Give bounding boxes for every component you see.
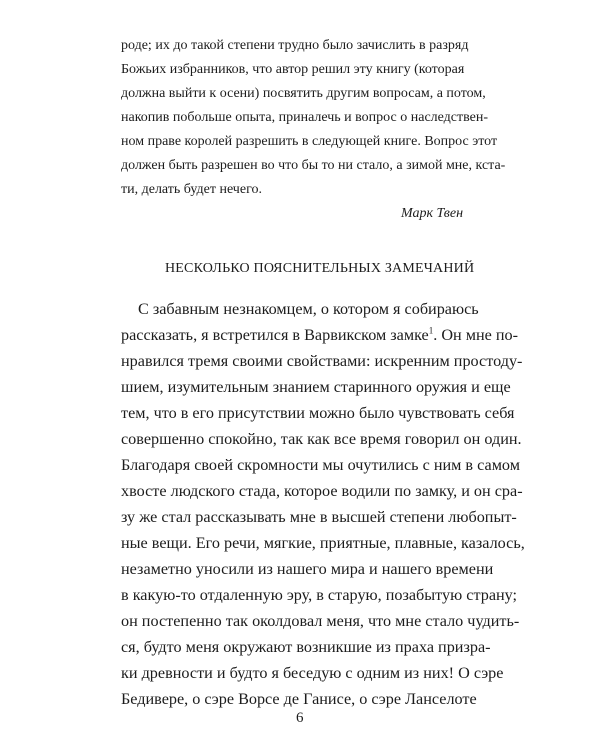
text-line: ные вещи. Его речи, мягкие, приятные, плавные, казалось,	[121, 534, 525, 552]
text-line: С забавным незнакомцем, о котором я собираюсь	[138, 300, 479, 318]
text-line: ти, делать будет нечего.	[121, 182, 262, 197]
text-line: ном праве королей разрешить в следующей книге. Вопрос этот	[121, 134, 498, 149]
page-number: 6	[296, 710, 304, 726]
text-segment: . Он мне по-	[433, 326, 519, 344]
text-line: накопив побольше опыта, приналечь и вопрос о наследствен-	[121, 110, 489, 125]
text-line: роде; их до такой степени трудно было зачислить в разряд	[121, 38, 469, 53]
text-line: незаметно уносили из нашего мира и нашего времени	[121, 560, 494, 578]
text-line: зу же стал рассказывать мне в высшей степени любопыт-	[121, 508, 517, 526]
text-line	[121, 326, 518, 345]
text-line: ки древности и будто я беседую с одним из них! О сэре	[121, 664, 504, 682]
section-title: НЕСКОЛЬКО ПОЯСНИТЕЛЬНЫХ ЗАМЕЧАНИЙ	[165, 261, 475, 276]
text-segment: рассказать, я встретился в Варвикском замке	[121, 326, 429, 344]
signature: Марк Твен	[401, 206, 464, 221]
text-line: он постепенно так околдовал меня, что мне стало чудить-	[121, 612, 520, 630]
text-line: хвосте людского стада, которое водили по замку, и он сра-	[121, 482, 523, 500]
text-line: нравился тремя своими свойствами: искренним простоду-	[121, 352, 523, 370]
text-line: Божьих избранников, что автор решил эту книгу (которая	[121, 62, 465, 77]
text-line: в какую-то отдаленную эру, в старую, позабытую страну;	[121, 586, 518, 604]
text-line: совершенно спокойно, так как все время говорил он один.	[121, 430, 522, 448]
text-line: Благодаря своей скромности мы очутились с ним в самом	[121, 456, 520, 474]
text-line: шием, изумительным знанием старинного оружия и еще	[121, 378, 511, 396]
text-line: тем, что в его присутствии можно было чувствовать себя	[121, 404, 515, 422]
text-line: ся, будто меня окружают возникшие из праха призра-	[121, 638, 491, 656]
text-line: должен быть разрешен во что бы то ни стало, а зимой мне, кста-	[121, 158, 506, 173]
footnote-ref: 1	[428, 325, 434, 336]
text-line: должна выйти к осени) посвятить другим вопросам, а потом,	[121, 86, 486, 101]
text-line: Бедивере, о сэре Ворсе де Ганисе, о сэре Ланселоте	[121, 690, 477, 708]
